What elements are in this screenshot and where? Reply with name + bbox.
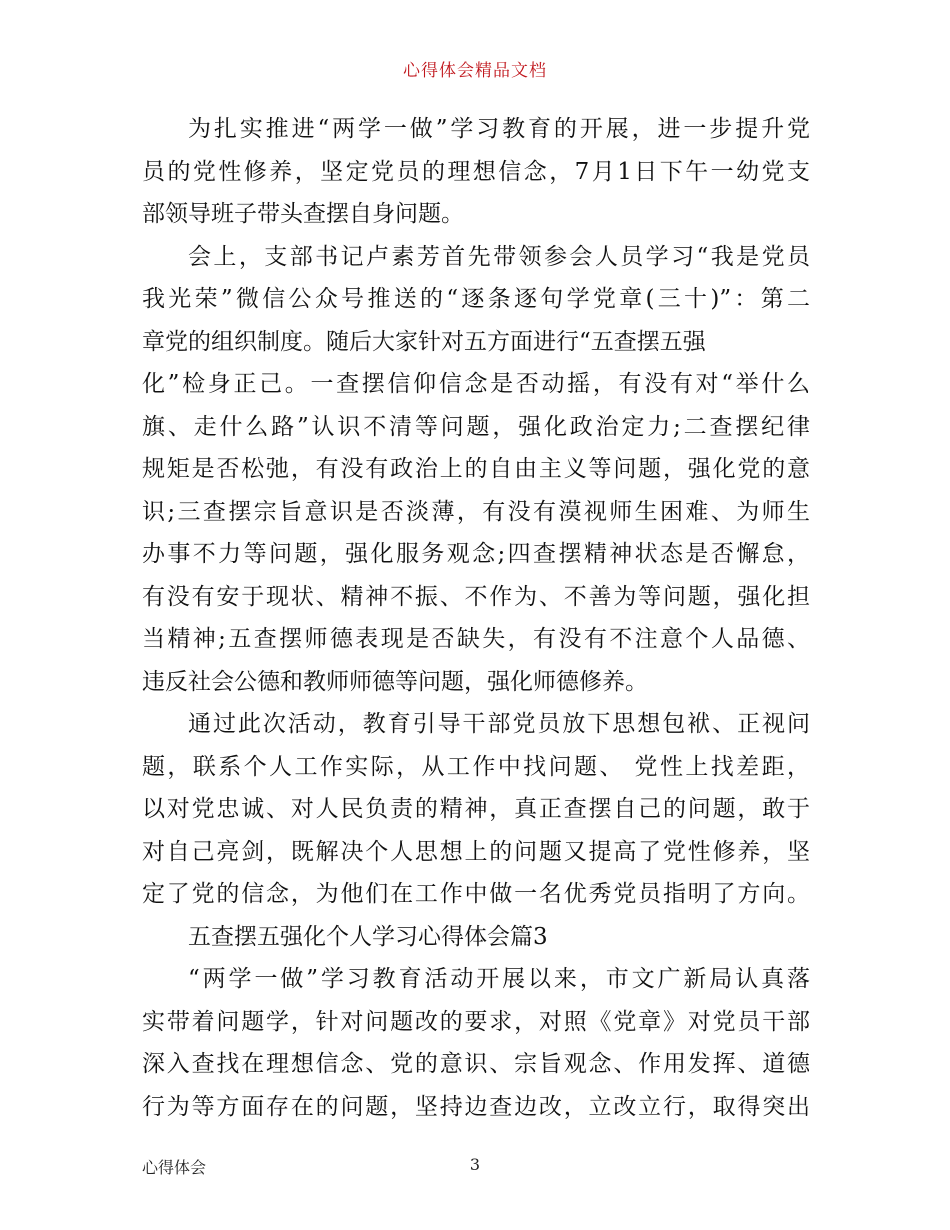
body-line: 通过此次活动，教育引导干部党员放下思想包袱、正视问 xyxy=(188,711,810,737)
body-line: 对自己亮剑，既解决个人思想上的问题又提高了党性修养，坚 xyxy=(142,838,810,865)
document-body xyxy=(142,108,810,1128)
footer-label: 心得体会 xyxy=(142,1158,207,1177)
body-line: 深入查找在理想信念、党的意识、宗旨观念、作用发挥、道德 xyxy=(142,1051,810,1077)
page-header-title: 心得体会精品文档 xyxy=(403,61,547,81)
body-line: “两学一做”学习教育活动开展以来，市文广新局认真落 xyxy=(188,966,810,992)
body-line: 员的党性修养，坚定党员的理想信念，7月1日下午一幼党支 xyxy=(142,158,810,185)
body-line: 当精神;五查摆师德表现是否缺失，有没有不注意个人品德、 xyxy=(142,626,810,652)
body-line: 办事不力等问题，强化服务观念;四查摆精神状态是否懈怠， xyxy=(142,541,810,567)
body-line: 我光荣”微信公众号推送的“逐条逐句学党章(三十)”：第二 xyxy=(142,286,810,312)
body-line: 为扎实推进“两学一做”学习教育的开展，进一步提升党 xyxy=(188,116,810,142)
body-line: 有没有安于现状、精神不振、不作为、不善为等问题，强化担 xyxy=(142,583,810,610)
body-line: 实带着问题学，针对问题改的要求，对照《党章》对党员干部 xyxy=(142,1008,810,1035)
body-line: 会上，支部书记卢素芳首先带领参会人员学习“我是党员 xyxy=(188,243,810,270)
body-line: 违反社会公德和教师师德等问题，强化师德修养。 xyxy=(142,668,648,695)
page-number: 3 xyxy=(469,1155,481,1174)
body-line: 题，联系个人工作实际，从工作中找问题、 党性上找差距， xyxy=(142,753,810,780)
body-line: 行为等方面存在的问题，坚持边查边改，立改立行，取得突出 xyxy=(142,1093,810,1120)
section-heading: 五查摆五强化个人学习心得体会篇3 xyxy=(188,923,548,950)
body-line: 以对党忠诚、对人民负责的精神，真正查摆自己的问题，敢于 xyxy=(142,796,810,822)
body-line: 旗、走什么路”认识不清等问题，强化政治定力;二查摆纪律 xyxy=(142,413,810,440)
body-line: 规矩是否松弛，有没有政治上的自由主义等问题，强化党的意 xyxy=(142,456,810,482)
body-line: 章党的组织制度。随后大家针对五方面进行“五查摆五强 xyxy=(142,328,706,355)
body-line: 识;三查摆宗旨意识是否淡薄，有没有漠视师生困难、为师生 xyxy=(142,498,810,525)
body-line: 部领导班子带头查摆自身问题。 xyxy=(142,201,464,227)
body-line: 定了党的信念，为他们在工作中做一名优秀党员指明了方向。 xyxy=(142,881,810,907)
body-line: 化”检身正己。一查摆信仰信念是否动摇，有没有对“举什么 xyxy=(142,371,810,397)
